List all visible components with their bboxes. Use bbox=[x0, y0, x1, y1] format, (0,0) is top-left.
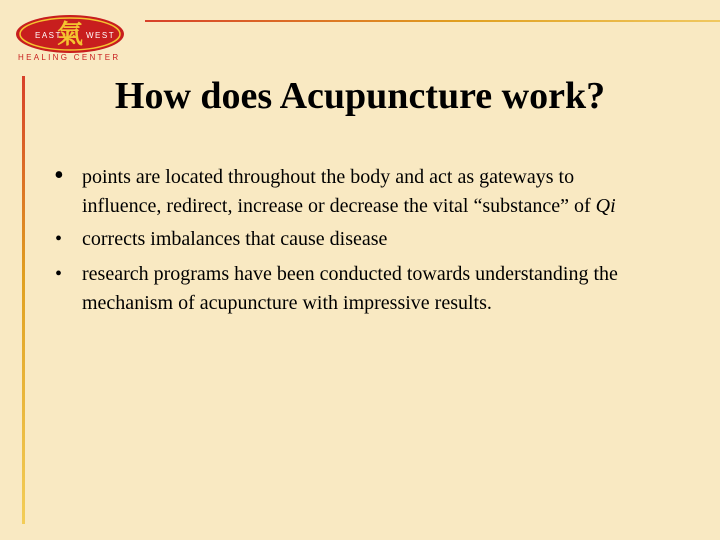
bullet-list bbox=[54, 160, 655, 324]
logo-subtitle: HEALING CENTER bbox=[18, 53, 121, 62]
logo-emblem bbox=[15, 14, 125, 54]
slide-title: How does Acupuncture work? bbox=[114, 75, 606, 117]
bullet-dot: • bbox=[54, 160, 64, 191]
bullet-dot: • bbox=[55, 228, 63, 250]
bullet-item bbox=[55, 260, 655, 318]
logo-west: WEST bbox=[86, 31, 116, 40]
top-divider bbox=[145, 20, 720, 22]
bullet-text: corrects imbalances that cause disease bbox=[82, 228, 388, 250]
logo-east: EAST bbox=[35, 31, 62, 40]
bullet-dot: • bbox=[55, 263, 63, 285]
bullet-qi-term: Qi bbox=[595, 195, 616, 217]
bullet-text: research programs have been conducted towards understanding the mechanism of acupuncture with impressive results. bbox=[82, 263, 618, 314]
left-divider bbox=[22, 76, 25, 524]
bullet-item bbox=[54, 160, 655, 221]
logo-qi-character: 氣 bbox=[56, 20, 84, 50]
bullet-item bbox=[55, 225, 655, 254]
bullet-text: points are located throughout the body and act as gateways to influence, redirect, increase or decrease the vital “substance” of bbox=[82, 166, 596, 217]
